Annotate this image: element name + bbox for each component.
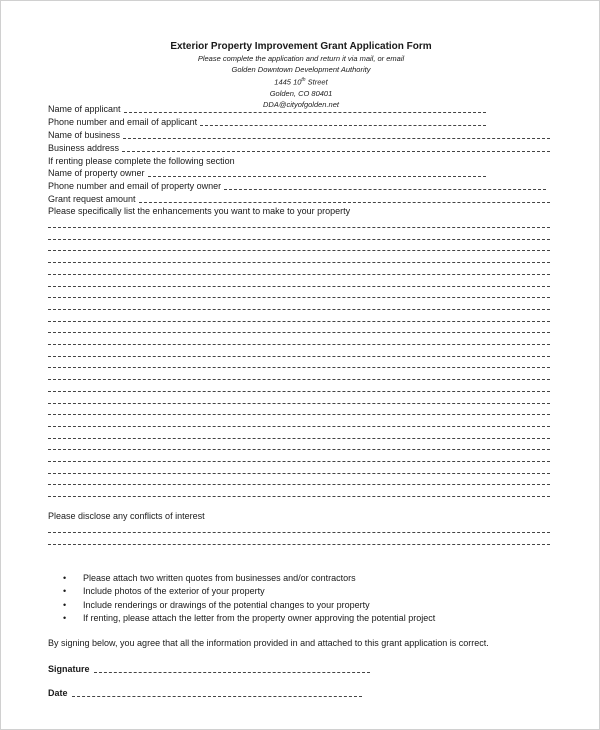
owner-name-label: Name of property owner — [48, 168, 145, 178]
instruction-text: Please complete the application and return it via mail, or email — [197, 54, 405, 63]
grant-amount-field[interactable] — [48, 193, 550, 205]
blank-line[interactable] — [48, 391, 550, 392]
list-item: • Include renderings or drawings of the potential changes to your property — [63, 599, 435, 612]
blank-line[interactable] — [48, 473, 550, 474]
owner-contact-label: Phone number and email of property owner — [48, 181, 222, 191]
applicant-contact-label: Phone number and email of applicant — [48, 117, 198, 127]
applicant-name-blank[interactable] — [124, 103, 486, 113]
blank-line[interactable] — [48, 544, 550, 545]
contact-email: DDA@cityofgolden.net — [263, 99, 339, 109]
business-name-field[interactable] — [48, 129, 550, 141]
blank-line[interactable] — [48, 461, 550, 462]
blank-line[interactable] — [48, 449, 550, 450]
blank-line[interactable] — [48, 274, 550, 275]
signature-label: Signature — [48, 664, 90, 674]
blank-line[interactable] — [48, 414, 550, 415]
bullet-icon: • — [63, 573, 67, 583]
blank-line[interactable] — [48, 379, 550, 380]
blank-line[interactable] — [48, 484, 550, 485]
bullet-icon: • — [63, 612, 67, 623]
signature-field[interactable] — [48, 663, 370, 675]
blank-line[interactable] — [48, 496, 550, 497]
date-label: Date — [48, 688, 68, 698]
renting-note: If renting please complete the following section — [48, 156, 235, 166]
blank-line[interactable] — [48, 321, 550, 322]
business-address-label: Business address — [48, 143, 120, 153]
signature-blank[interactable] — [94, 663, 370, 673]
list-item: • Please attach two written quotes from businesses and/or contractors — [63, 572, 435, 585]
blank-line[interactable] — [48, 309, 550, 310]
owner-contact-field[interactable] — [48, 180, 546, 192]
applicant-name-label: Name of applicant — [48, 104, 121, 114]
blank-line[interactable] — [48, 367, 550, 368]
business-address-blank[interactable] — [122, 142, 550, 152]
bullet-icon: • — [63, 586, 67, 597]
blank-line[interactable] — [48, 250, 550, 251]
applicant-contact-blank[interactable] — [200, 116, 486, 126]
blank-line[interactable] — [48, 426, 550, 427]
blank-line[interactable] — [48, 403, 550, 404]
organization-name: Golden Downtown Development Authority — [231, 65, 371, 74]
blank-line[interactable] — [48, 356, 550, 357]
bullet-icon: • — [63, 599, 67, 610]
blank-line[interactable] — [48, 227, 550, 228]
owner-contact-blank[interactable] — [224, 180, 546, 190]
agreement-statement: By signing below, you agree that all the information provided in and attached to this grant application is correct. — [48, 638, 489, 648]
form-title: Exterior Property Improvement Grant Application Form — [170, 41, 432, 52]
grant-amount-blank[interactable] — [139, 193, 550, 203]
conflicts-prompt: Please disclose any conflicts of interest — [48, 511, 205, 521]
applicant-contact-field[interactable] — [48, 116, 486, 128]
applicant-name-field[interactable] — [48, 103, 486, 115]
owner-name-field[interactable] — [48, 167, 486, 179]
owner-name-blank[interactable] — [148, 167, 486, 177]
blank-line[interactable] — [48, 297, 550, 298]
street-address: 1445 10th Street — [274, 77, 328, 87]
grant-amount-label: Grant request amount — [48, 194, 136, 204]
business-name-label: Name of business — [48, 130, 121, 140]
list-item: • Include photos of the exterior of your property — [63, 585, 435, 598]
blank-line[interactable] — [48, 532, 550, 533]
date-field[interactable] — [48, 687, 362, 699]
blank-line[interactable] — [48, 239, 550, 240]
attachment-requirements — [63, 572, 435, 625]
business-name-blank[interactable] — [123, 129, 550, 139]
city-state-zip: Golden, CO 80401 — [269, 88, 333, 98]
blank-line[interactable] — [48, 332, 550, 333]
blank-line[interactable] — [48, 286, 550, 287]
blank-line[interactable] — [48, 438, 550, 439]
list-item: • If renting, please attach the letter from the property owner approving the potential project — [63, 612, 435, 625]
form-header — [1, 41, 600, 110]
blank-line[interactable] — [48, 344, 550, 345]
enhancements-prompt: Please specifically list the enhancements you want to make to your property — [48, 206, 351, 216]
blank-line[interactable] — [48, 262, 550, 263]
date-blank[interactable] — [72, 687, 362, 697]
business-address-field[interactable] — [48, 142, 550, 154]
